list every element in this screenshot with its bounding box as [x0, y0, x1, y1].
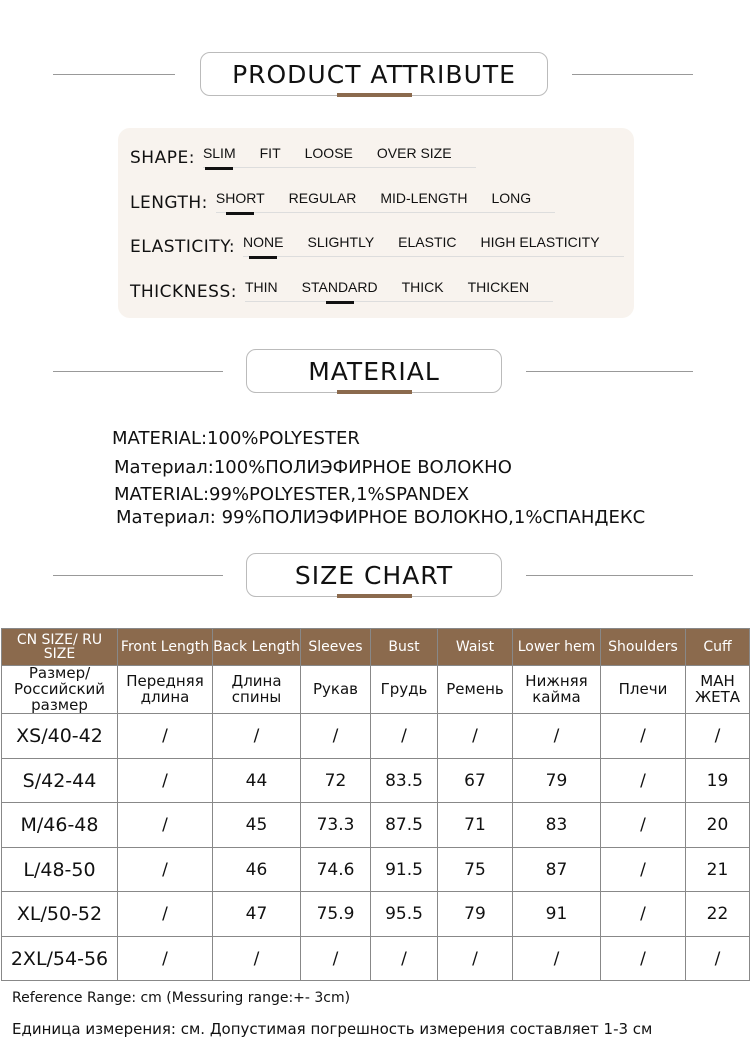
- table-cell: 75: [438, 847, 513, 892]
- attribute-label: LENGTH:: [130, 193, 208, 213]
- table-row: [2, 936, 750, 981]
- table-row: [2, 714, 750, 759]
- column-header: Грудь: [371, 666, 438, 714]
- table-cell: 67: [438, 758, 513, 803]
- column-header: Front Length: [118, 629, 213, 666]
- size-chart-table: [1, 628, 750, 981]
- size-cell: 2XL/54-56: [2, 936, 118, 981]
- size-cell: L/48-50: [2, 847, 118, 892]
- column-header: Плечи: [601, 666, 686, 714]
- table-cell: /: [301, 936, 371, 981]
- table-cell: 71: [438, 803, 513, 848]
- attribute-option: LONG: [491, 190, 532, 206]
- table-row: [2, 758, 750, 803]
- table-cell: /: [118, 714, 213, 759]
- attribute-option: LOOSE: [304, 145, 353, 161]
- table-cell: 83: [513, 803, 601, 848]
- column-header: Длина спины: [213, 666, 301, 714]
- material-header: [0, 349, 750, 399]
- table-cell: /: [601, 803, 686, 848]
- table-cell: /: [371, 714, 438, 759]
- table-cell: 83.5: [371, 758, 438, 803]
- table-cell: /: [438, 936, 513, 981]
- column-header: Ремень: [438, 666, 513, 714]
- attribute-row: [130, 227, 624, 257]
- table-cell: /: [601, 936, 686, 981]
- section-title: PRODUCT ATTRIBUTE: [200, 52, 548, 96]
- column-header: Sleeves: [301, 629, 371, 666]
- table-cell: /: [118, 803, 213, 848]
- table-cell: 75.9: [301, 892, 371, 937]
- attribute-options: [203, 145, 476, 168]
- table-row: [2, 892, 750, 937]
- table-cell: /: [371, 936, 438, 981]
- material-line: Материал: 99%ПОЛИЭФИРНОЕ ВОЛОКНО,1%СПАНДЕКС: [116, 507, 646, 528]
- table-cell: /: [686, 936, 750, 981]
- attribute-options: [216, 190, 555, 213]
- column-header: Нижняя кайма: [513, 666, 601, 714]
- size-cell: XL/50-52: [2, 892, 118, 937]
- table-cell: 21: [686, 847, 750, 892]
- attribute-option-selected: SHORT: [215, 190, 265, 206]
- attribute-option: HIGH ELASTICITY: [480, 234, 600, 250]
- table-cell: /: [438, 714, 513, 759]
- column-header: Размер/ Российский размер: [2, 666, 118, 714]
- column-header: CN SIZE/ RU SIZE: [2, 629, 118, 666]
- attribute-option: FIT: [259, 145, 281, 161]
- table-cell: 45: [213, 803, 301, 848]
- attribute-label: SHAPE:: [130, 148, 195, 168]
- attribute-option-selected: STANDARD: [301, 279, 378, 295]
- attribute-row: [130, 138, 476, 168]
- attribute-option: MID-LENGTH: [380, 190, 468, 206]
- size-cell: XS/40-42: [2, 714, 118, 759]
- table-cell: 87.5: [371, 803, 438, 848]
- attribute-panel: [118, 128, 634, 318]
- section-title: MATERIAL: [246, 349, 502, 393]
- table-cell: 79: [513, 758, 601, 803]
- attribute-options: [245, 279, 553, 302]
- attribute-option: ELASTIC: [398, 234, 457, 250]
- size-cell: M/46-48: [2, 803, 118, 848]
- table-cell: 72: [301, 758, 371, 803]
- table-cell: /: [213, 714, 301, 759]
- table-cell: 22: [686, 892, 750, 937]
- size-cell: S/42-44: [2, 758, 118, 803]
- table-cell: 44: [213, 758, 301, 803]
- table-cell: /: [601, 847, 686, 892]
- attribute-option: THIN: [244, 279, 278, 295]
- column-header: Shoulders: [601, 629, 686, 666]
- reference-note-ru: Единица измерения: см. Допустимая погрешность измерения составляет 1-3 см: [12, 1020, 653, 1038]
- table-cell: /: [118, 847, 213, 892]
- table-cell: /: [601, 892, 686, 937]
- column-header: Рукав: [301, 666, 371, 714]
- table-cell: /: [513, 714, 601, 759]
- attribute-label: ELASTICITY:: [130, 237, 236, 257]
- section-title: SIZE CHART: [246, 553, 502, 597]
- table-cell: /: [601, 758, 686, 803]
- table-cell: 95.5: [371, 892, 438, 937]
- table-cell: /: [301, 714, 371, 759]
- table-cell: 91.5: [371, 847, 438, 892]
- attribute-option: THICKEN: [467, 279, 530, 295]
- column-header: Bust: [371, 629, 438, 666]
- column-header: Back Length: [213, 629, 301, 666]
- table-cell: 46: [213, 847, 301, 892]
- attribute-options: [243, 234, 624, 257]
- attribute-option-selected: NONE: [243, 234, 284, 250]
- table-cell: /: [513, 936, 601, 981]
- reference-note: Reference Range: cm (Messuring range:+- 3cm): [12, 990, 351, 1006]
- size-chart-header: [0, 553, 750, 603]
- table-cell: 91: [513, 892, 601, 937]
- material-line: MATERIAL:99%POLYESTER,1%SPANDEX: [114, 484, 470, 505]
- attribute-option: THICK: [401, 279, 444, 295]
- material-line: Материал:100%ПОЛИЭФИРНОЕ ВОЛОКНО: [114, 457, 512, 478]
- product-attribute-header: [0, 52, 750, 102]
- attribute-row: [130, 183, 555, 213]
- column-header: Lower hem: [513, 629, 601, 666]
- column-header: Waist: [438, 629, 513, 666]
- table-cell: 74.6: [301, 847, 371, 892]
- table-cell: 19: [686, 758, 750, 803]
- attribute-option-selected: SLIM: [202, 145, 236, 161]
- table-row: [2, 847, 750, 892]
- table-cell: 47: [213, 892, 301, 937]
- attribute-option: SLIGHTLY: [307, 234, 375, 250]
- table-cell: 79: [438, 892, 513, 937]
- column-header: МАН ЖЕТА: [686, 666, 750, 714]
- table-cell: 87: [513, 847, 601, 892]
- attribute-row: [130, 272, 553, 302]
- table-cell: /: [118, 936, 213, 981]
- table-cell: 73.3: [301, 803, 371, 848]
- attribute-label: THICKNESS:: [130, 282, 237, 302]
- table-row: [2, 803, 750, 848]
- table-cell: /: [213, 936, 301, 981]
- table-cell: /: [118, 892, 213, 937]
- column-header: Cuff: [686, 629, 750, 666]
- table-cell: /: [601, 714, 686, 759]
- attribute-option: OVER SIZE: [376, 145, 452, 161]
- attribute-option: REGULAR: [288, 190, 357, 206]
- table-cell: 20: [686, 803, 750, 848]
- column-header: Передняя длина: [118, 666, 213, 714]
- table-cell: /: [118, 758, 213, 803]
- material-line: MATERIAL:100%POLYESTER: [112, 428, 360, 449]
- table-cell: /: [686, 714, 750, 759]
